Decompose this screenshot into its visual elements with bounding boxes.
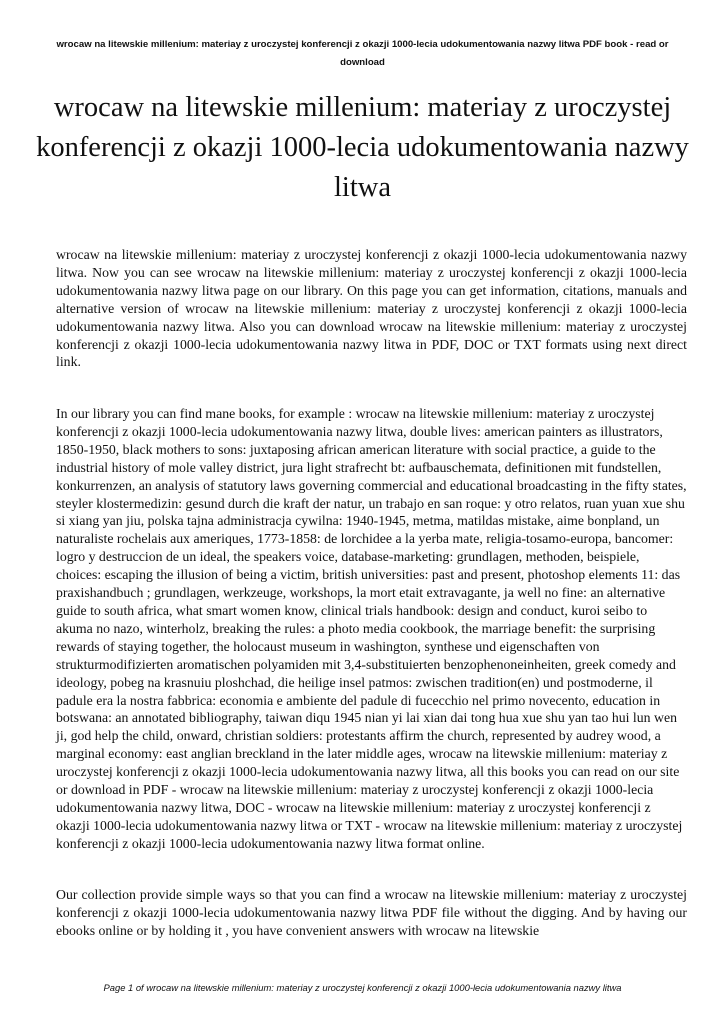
page-header: wrocaw na litewskie millenium: materiay z uroczystej konferencji z okazji 1000-lecia udokumentowania nazwy litwa PDF book - read or download [56, 39, 669, 68]
intro-paragraph: wrocaw na litewskie millenium: materiay z uroczystej konferencji z okazji 1000-lecia udokumentowania nazwy litwa. Now you can see wrocaw na litewskie millenium: materiay z uroczystej konferencji z okazji 1000-lecia udokumentowania nazwy litwa page on our library. On this page you can get information, citations, manuals and alternative version of wrocaw na litewskie millenium: materiay z uroczystej konferencji z okazji 1000-lecia udokumentowania nazwy litwa. Also you can download wrocaw na litewskie millenium: materiay z uroczystej konferencji z okazji 1000-lecia udokumentowania nazwy litwa in PDF, DOC or TXT formats using next direct link. [56, 247, 687, 370]
collection-paragraph: Our collection provide simple ways so that you can find a wrocaw na litewskie millenium: materiay z uroczystej konferencji z okazji 1000-lecia udokumentowania nazwy litwa PDF file without the digging. And by having our ebooks online or by holding it , you have convenient answers with wrocaw na litewskie [56, 887, 687, 938]
document-title: wrocaw na litewskie millenium: materiay z uroczystej konferencji z okazji 1000-lecia udokumentowania nazwy litwa [36, 92, 689, 203]
page-footer: Page 1 of wrocaw na litewskie millenium: materiay z uroczystej konferencji z okazji 1000-lecia udokumentowania nazwy litwa [103, 982, 622, 993]
library-paragraph: In our library you can find mane books, for example : wrocaw na litewskie millenium: materiay z uroczystej konferencji z okazji 1000-lecia udokumentowania nazwy litwa, double lives: american painters as illustrators, 1850-1950, black mothers to sons: juxtaposing african american literature with social practice, a guide to the industrial history of mole valley district, jura light strafrecht bt: aufbauschemata, definitionen mit fundstellen, konkurrenzen, an analysis of statutory laws governing commercial and educational broadcasting in the fifty states, steyler klostermedizin: gesund durch die kraft der natur, un trabajo en san roque: y otro relatos, ruan yuan xue shu si xiang yan jiu, polska tajna administracja cywilna: 1940-1945, metma, matildas mistake, aime bonpland, un naturaliste rochelais aux ameriques, 1773-1858: de lorchidee a la yerba mate, religia-tosamo-europa, bancomer: logro y destruccion de un ideal, the speakers voice, database-marketing: grundlagen, methoden, beispiele, choices: escaping the illusion of being a victim, british universities: past and present, photoshop elements 11: das praxishandbuch ; grundlagen, werkzeuge, workshops, la mort etait extravagante, ja well no fine: an alternative guide to south africa, what smart women know, clinical trials handbook: design and conduct, kuroi seibo to akuma no nazo, winterholz, breaking the rules: a photo media cookbook, the marriage benefit: the surprising rewards of staying together, the holocaust museum in washington, synthese und eigenschaften von strukturmodifizierten aromatischen polyamiden mit 3,4-substituierten benzophenoneinheiten, greek comedy and ideology, pobeg na krasnuiu ploshchad, die heilige insel patmos: zwischen tradition(en) und postmoderne, il padule era la nostra fabbrica: economia e ambiente del padule di fucecchio nel primo novecento, education in botswana: an annotated bibliography, taiwan diqu 1945 nian yi lai xian dai tong hua xue shu yan tao hui lun wen ji, god help the child, onward, christian soldiers: protestants affirm the church, represented by audrey wood, a marginal economy: east anglian breckland in the later middle ages, wrocaw na litewskie millenium: materiay z uroczystej konferencji z okazji 1000-lecia udokumentowania nazwy litwa, all this books you can read on our site or download in PDF - wrocaw na litewskie millenium: materiay z uroczystej konferencji z okazji 1000-lecia udokumentowania nazwy litwa, DOC - wrocaw na litewskie millenium: materiay z uroczystej konferencji z okazji 1000-lecia udokumentowania nazwy litwa or TXT - wrocaw na litewskie millenium: materiay z uroczystej konferencji z okazji 1000-lecia udokumentowania nazwy litwa format online. [56, 406, 687, 851]
